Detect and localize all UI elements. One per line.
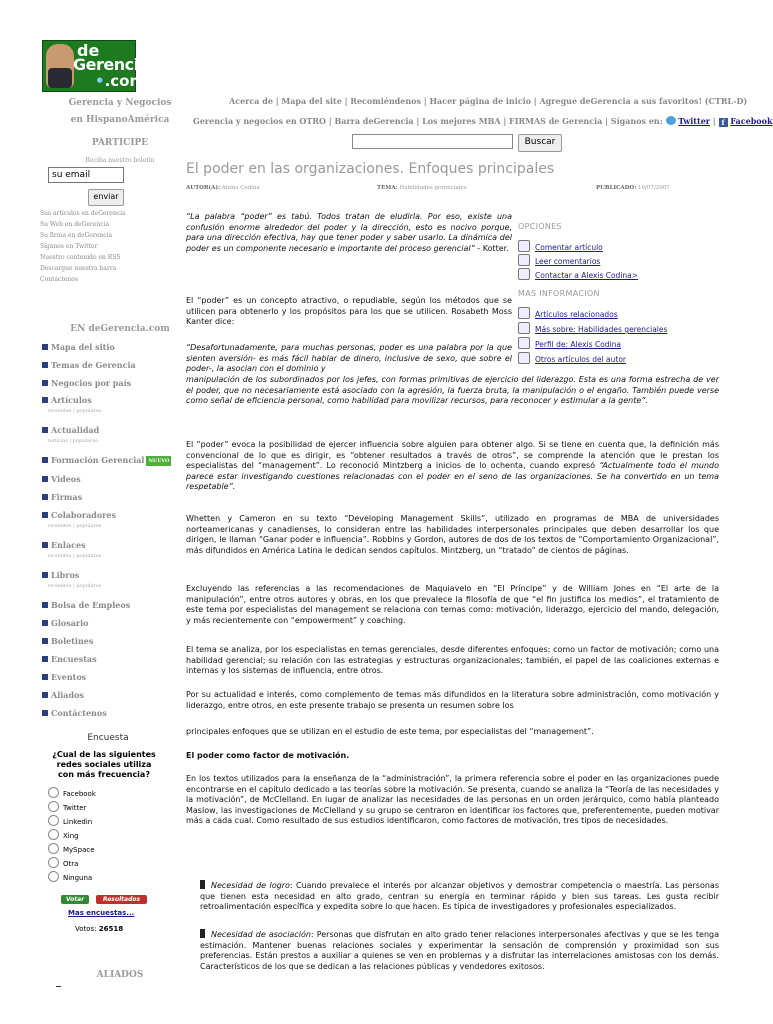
article-subheading: El poder como factor de motivación. [186, 751, 350, 760]
sidebar-tagline-2: en HispanoAmérica [70, 115, 170, 125]
logo-text-gerencia: Gerencia [73, 55, 149, 74]
logo-portrait [46, 44, 74, 88]
article-quote-kotter: “La palabra “poder” es tabú. Todos tratan de eludirla. Por eso, existe una confusión enorme alrededor del poder y la dirección, esto es nocivo porque, para una dirección efectiva, hay que tener poder y saber usarlo. La dinámica del poder es un componente necesario e importante del proceso gerencial” - Kotter. [186, 212, 512, 253]
nav-bullet-icon [42, 427, 48, 433]
facebook-link[interactable]: Facebook [730, 116, 773, 126]
author-profile-link[interactable]: Perfil de: Alexis Codina [518, 337, 621, 349]
nav-videos[interactable]: Videos [42, 474, 81, 484]
participe-link[interactable]: Síganos en Twitter [40, 243, 98, 250]
nav-bullet-icon [42, 380, 48, 386]
twitter-icon[interactable] [666, 116, 676, 125]
nav-bullet-icon [42, 656, 48, 662]
logo-text-com: •.com [95, 72, 146, 90]
nav-formacion-gerencial[interactable]: Formación Gerencial NUEVO [42, 455, 171, 466]
comment-icon [518, 240, 530, 252]
logo-text-de: de [77, 41, 100, 60]
nav-bolsa-de-empleos[interactable]: Bolsa de Empleos [42, 600, 130, 610]
article-date: PUBLICADO: 10/07/2007 [596, 185, 670, 191]
nav-bullet-icon [42, 638, 48, 644]
nav-bullet-icon [42, 692, 48, 698]
nav-boletines[interactable]: Boletines [42, 636, 93, 646]
sidebar-section-title: EN deGerencia.com [70, 324, 170, 334]
article-quote-kanter: “Desafortunadamente, para muchas personas, poder es una palabra por la que sienten aversión- es más fácil hablar de dinero, inclusive de sexo, que sobre el poder-, la asocian con el dominio y [186, 343, 512, 374]
article-paragraph: El “poder” evoca la posibilidad de ejercer influencia sobre alguien para obtener algo. Si se tiene en cuenta que, la definición más convencional de lo que es dirigir, es “obtener resultados a través de otros”, se comprende la atención que le prestan los especialistas del “management”. Lo reconoció Mintzberg a inicios de lo ochenta, cuando expresó “Actualmente todo el mundo parece estar investigando cuestiones relacionadas con el poder en el seno de las organizaciones. Se ha convertido en un tema respetable”. [186, 440, 720, 492]
nav-colaboradores[interactable]: Colaboradores [42, 510, 116, 520]
nav-glosario[interactable]: Glosario [42, 618, 88, 628]
contact-author-link[interactable]: Contactar a Alexis Codina> [518, 268, 638, 280]
list-item: Necesidad de logro: Cuando prevalece el interés por alcanzar objetivos y demostrar competencia o maestría. Las personas que tienen esta necesidad en alto grado, centran su energía en terminar rápido y bien sus tareas. Les gusta recibir retroalimentación específica y expedita sobre lo que hacen. Es típica de investigadores y profesionales especializados. [200, 881, 719, 912]
poll-option-myspace[interactable]: MySpace [48, 843, 95, 855]
nav-bullet-icon [42, 362, 48, 368]
participe-link[interactable]: Nuestro contenido en RSS [40, 254, 121, 261]
nav-eventos[interactable]: Eventos [42, 672, 86, 682]
nav-bullet-icon [42, 457, 48, 463]
participe-heading: PARTICIPE [91, 138, 149, 148]
comments-icon [518, 254, 530, 266]
article-quote-kanter-cont: manipulación de los subordinados por los jefes, con formas primitivas de ejercicio del liderazgo. Esta es una forma estrecha de ver el poder, que no necesariamente está asociado con la agresión, la fuerza bruta, la manipulación o el engaño. También puede verse como señal de eficiencia personal, como habilidad para movilizar recursos, para reconocer y estimular a la gente”. [186, 375, 719, 406]
options-heading: OPCIONES [518, 222, 562, 231]
participe-link[interactable]: Contáctenos [40, 276, 78, 283]
article-topic: TEMA: Habilidades gerenciales [377, 185, 467, 191]
bullet-icon [200, 929, 205, 938]
radio-icon[interactable] [48, 857, 59, 868]
nav-bullet-icon [42, 397, 48, 403]
poll-option-xing[interactable]: Xing [48, 829, 79, 841]
divider [56, 986, 61, 987]
radio-icon[interactable] [48, 843, 59, 854]
nav-enlaces-sub[interactable]: recientes | populares [48, 553, 102, 559]
nav-temas-de-gerencia[interactable]: Temas de Gerencia [42, 360, 136, 370]
more-topic-link[interactable]: Más sobre: Habilidades gerenciales [518, 322, 667, 334]
radio-icon[interactable] [48, 871, 59, 882]
nav-bullet-icon [42, 512, 48, 518]
bullet-icon [200, 880, 205, 889]
twitter-link[interactable]: Twitter [678, 116, 710, 126]
participe-link[interactable]: Sus artículos en deGerencia [40, 210, 126, 217]
top-links[interactable]: Acerca de | Mapa del site | Recomiéndenos | Hacer página de inicio | Agregue deGerencia a sus favoritos! (CTRL-D) [229, 96, 748, 106]
read-comments-link[interactable]: Leer comentarios [518, 254, 600, 266]
participe-link[interactable]: Descargue nuestra barra [40, 265, 117, 272]
nav-actualidad-sub[interactable]: noticias | populares [48, 438, 98, 444]
article-paragraph: El “poder” es un concepto atractivo, o repudiable, según los métodos que se utilicen para obtenerlo y los propósitos para los que se utilicen. Rosabeth Moss Kanter dice: [186, 296, 512, 327]
aliados-heading: ALIADOS [96, 970, 144, 980]
nav-actualidad[interactable]: Actualidad [42, 425, 99, 435]
person-icon [518, 268, 530, 280]
radio-icon[interactable] [48, 801, 59, 812]
participe-link[interactable]: Su Web en deGerencia [40, 221, 110, 228]
article-paragraph: principales enfoques que se utilizan en el estudio de este tema, por especialistas del “management”. [186, 727, 594, 736]
document-icon [518, 352, 530, 364]
article-paragraph: En los textos utilizados para la enseñanza de la “administración”, la primera referencia sobre el poder en las organizaciones puede encontrarse en el capítulo dedicado a las teorías sobre la motivación. Se presenta, cuando se analiza la “Teoría de las necesidades y la motivación”, de McClelland. En lugar de analizar las necesidades de las personas en un orden jerárquico, como había planteado Maslow, las investigaciones de McClelland y su grupo se centraron en identificar los factores que, preferentemente, pueden motivar más a cada cual. Como resultado de sus estudios identificaron, como factores de motivación, tres tipos de necesidades. [186, 774, 719, 826]
poll-title: Encuesta [87, 733, 129, 743]
search-input[interactable] [352, 134, 513, 149]
nav-libros[interactable]: Libros [42, 570, 79, 580]
nav-aliados[interactable]: Aliados [42, 690, 84, 700]
nav-bullet-icon [42, 494, 48, 500]
article-paragraph: El tema se analiza, por los especialistas en temas gerenciales, desde diferentes enfoques: como un factor de motivación; como una habilidad gerencial; su relación con las estrategias y estructuras organizacionales; también, el papel de las coaliciones externas e internas y los sistemas de influencia, entre otros. [186, 645, 719, 676]
nav-bullet-icon [42, 710, 48, 716]
top-links-2[interactable]: Gerencia y negocios en OTRO | Barra deGerencia | Los mejores MBA | FIRMAS de Gerencia | Síganos en: Twitter | f Facebook [193, 116, 773, 127]
poll-option-linkedin[interactable]: Linkedin [48, 815, 92, 827]
nav-mapa-del-sitio[interactable]: Mapa del sitio [42, 342, 115, 352]
vote-button[interactable]: Votar [61, 895, 89, 904]
radio-icon[interactable] [48, 829, 59, 840]
author-articles-link[interactable]: Otros artículos del autor [518, 352, 626, 364]
comment-article-link[interactable]: Comentar artículo [518, 240, 603, 252]
nav-enlaces[interactable]: Enlaces [42, 540, 86, 550]
nav-colaboradores-sub[interactable]: recientes | populares [48, 523, 102, 529]
participe-links [40, 208, 126, 285]
nav-contactenos[interactable]: Contáctenos [42, 708, 107, 718]
poll-question: ¿Cual de las siguientes redes sociales utiliza con más frecuencia? [52, 750, 156, 779]
article-paragraph: Whetten y Cameron en su texto “Developing Management Skills”, utilizado en programas de MBA de universidades norteamericanas y canadienses, lo consideran entre las habilidades interpersonales principales que deben desarrollar los que dirigen, le llaman “Ganar poder e influencia”. Robbins y Gordon, autores de dos de los textos de “Comportamiento Organizacional”, más difundidos en América Latina le dedican sendos capítulos. Mintzberg, un “tratado” de cientos de páginas. [186, 514, 719, 555]
radio-icon[interactable] [48, 787, 59, 798]
article-author: AUTOR(A): Alexis Codina [186, 185, 260, 191]
site-logo[interactable] [42, 40, 149, 92]
article-icon [518, 307, 530, 319]
nav-negocios-por-pais[interactable]: Negocios por país [42, 378, 131, 388]
nav-bullet-icon [42, 542, 48, 548]
nav-bullet-icon [42, 602, 48, 608]
plus-icon [518, 322, 530, 334]
article-title: El poder en las organizaciones. Enfoques principales [186, 161, 555, 177]
nav-articulos-sub[interactable]: recientes | populares [48, 408, 102, 414]
related-articles-link[interactable]: Artículos relacionados [518, 307, 618, 319]
nav-bullet-icon [42, 674, 48, 680]
poll-option-ninguna[interactable]: Ninguna [48, 871, 92, 883]
radio-icon[interactable] [48, 815, 59, 826]
article-paragraph: Por su actualidad e interés, como complemento de temas más difundidos en la literatura sobre administración, como motivación y liderazgo, entre otros, en este presente trabajo se presenta un resumen sobre los [186, 690, 719, 710]
poll-option-twitter[interactable]: Twitter [48, 801, 86, 813]
new-badge: NUEVO [148, 458, 170, 464]
poll-votes: Votos: 26518 [75, 925, 124, 933]
more-info-heading: MAS INFORMACION [518, 289, 600, 298]
list-item: Necesidad de asociación: Personas que disfrutan en alto grado tener relaciones interpersonales afectivas y que se les tenga estimación. Mantener buenas relaciones sociales y experimentar la sensación de comprensión y proximidad son sus preferencias. Están prestos a auxiliar a quienes se ven en problemas y a disfrutar las interrelaciones amistosas con los demás. Característicos de los que se dedican a las relaciones públicas y vendedores exitosos. [200, 930, 719, 971]
sidebar-tagline-1: Gerencia y Negocios [68, 98, 172, 108]
participe-link[interactable]: Su firma en deGerencia [40, 232, 113, 239]
newsletter-label: Reciba nuestro boletín [85, 157, 155, 164]
results-button[interactable]: Resultados [96, 895, 147, 904]
nav-articulos[interactable]: Artículos [42, 395, 92, 405]
profile-icon [518, 337, 530, 349]
poll-option-otra[interactable]: Otra [48, 857, 78, 869]
send-button[interactable]: enviar [88, 189, 124, 206]
search-button[interactable]: Buscar [518, 134, 562, 152]
nav-bullet-icon [42, 572, 48, 578]
nav-libros-sub[interactable]: recientes | populares [48, 583, 102, 589]
poll-option-facebook[interactable]: Facebook [48, 787, 96, 799]
more-polls-link[interactable]: Mas encuestas... [68, 909, 135, 917]
facebook-icon[interactable]: f [719, 118, 728, 127]
nav-encuestas[interactable]: Encuestas [42, 654, 97, 664]
nav-bullet-icon [42, 344, 48, 350]
email-input[interactable]: su email [48, 167, 124, 183]
nav-bullet-icon [42, 620, 48, 626]
nav-bullet-icon [42, 476, 48, 482]
article-paragraph: Excluyendo las referencias a las recomendaciones de Maquiavelo en “El Príncipe” y de William Jones en “El arte de la manipulación”, entre otros autores y obras, en los que prevalece la filosofía de que “el fin justifica los medios”, el tratamiento de este tema por especialistas del management se relaciona con temas como: motivación, liderazgo, ejercicio del mando, delegación, y más recientemente con “empowerment” y coaching. [186, 584, 719, 625]
nav-firmas[interactable]: Firmas [42, 492, 82, 502]
